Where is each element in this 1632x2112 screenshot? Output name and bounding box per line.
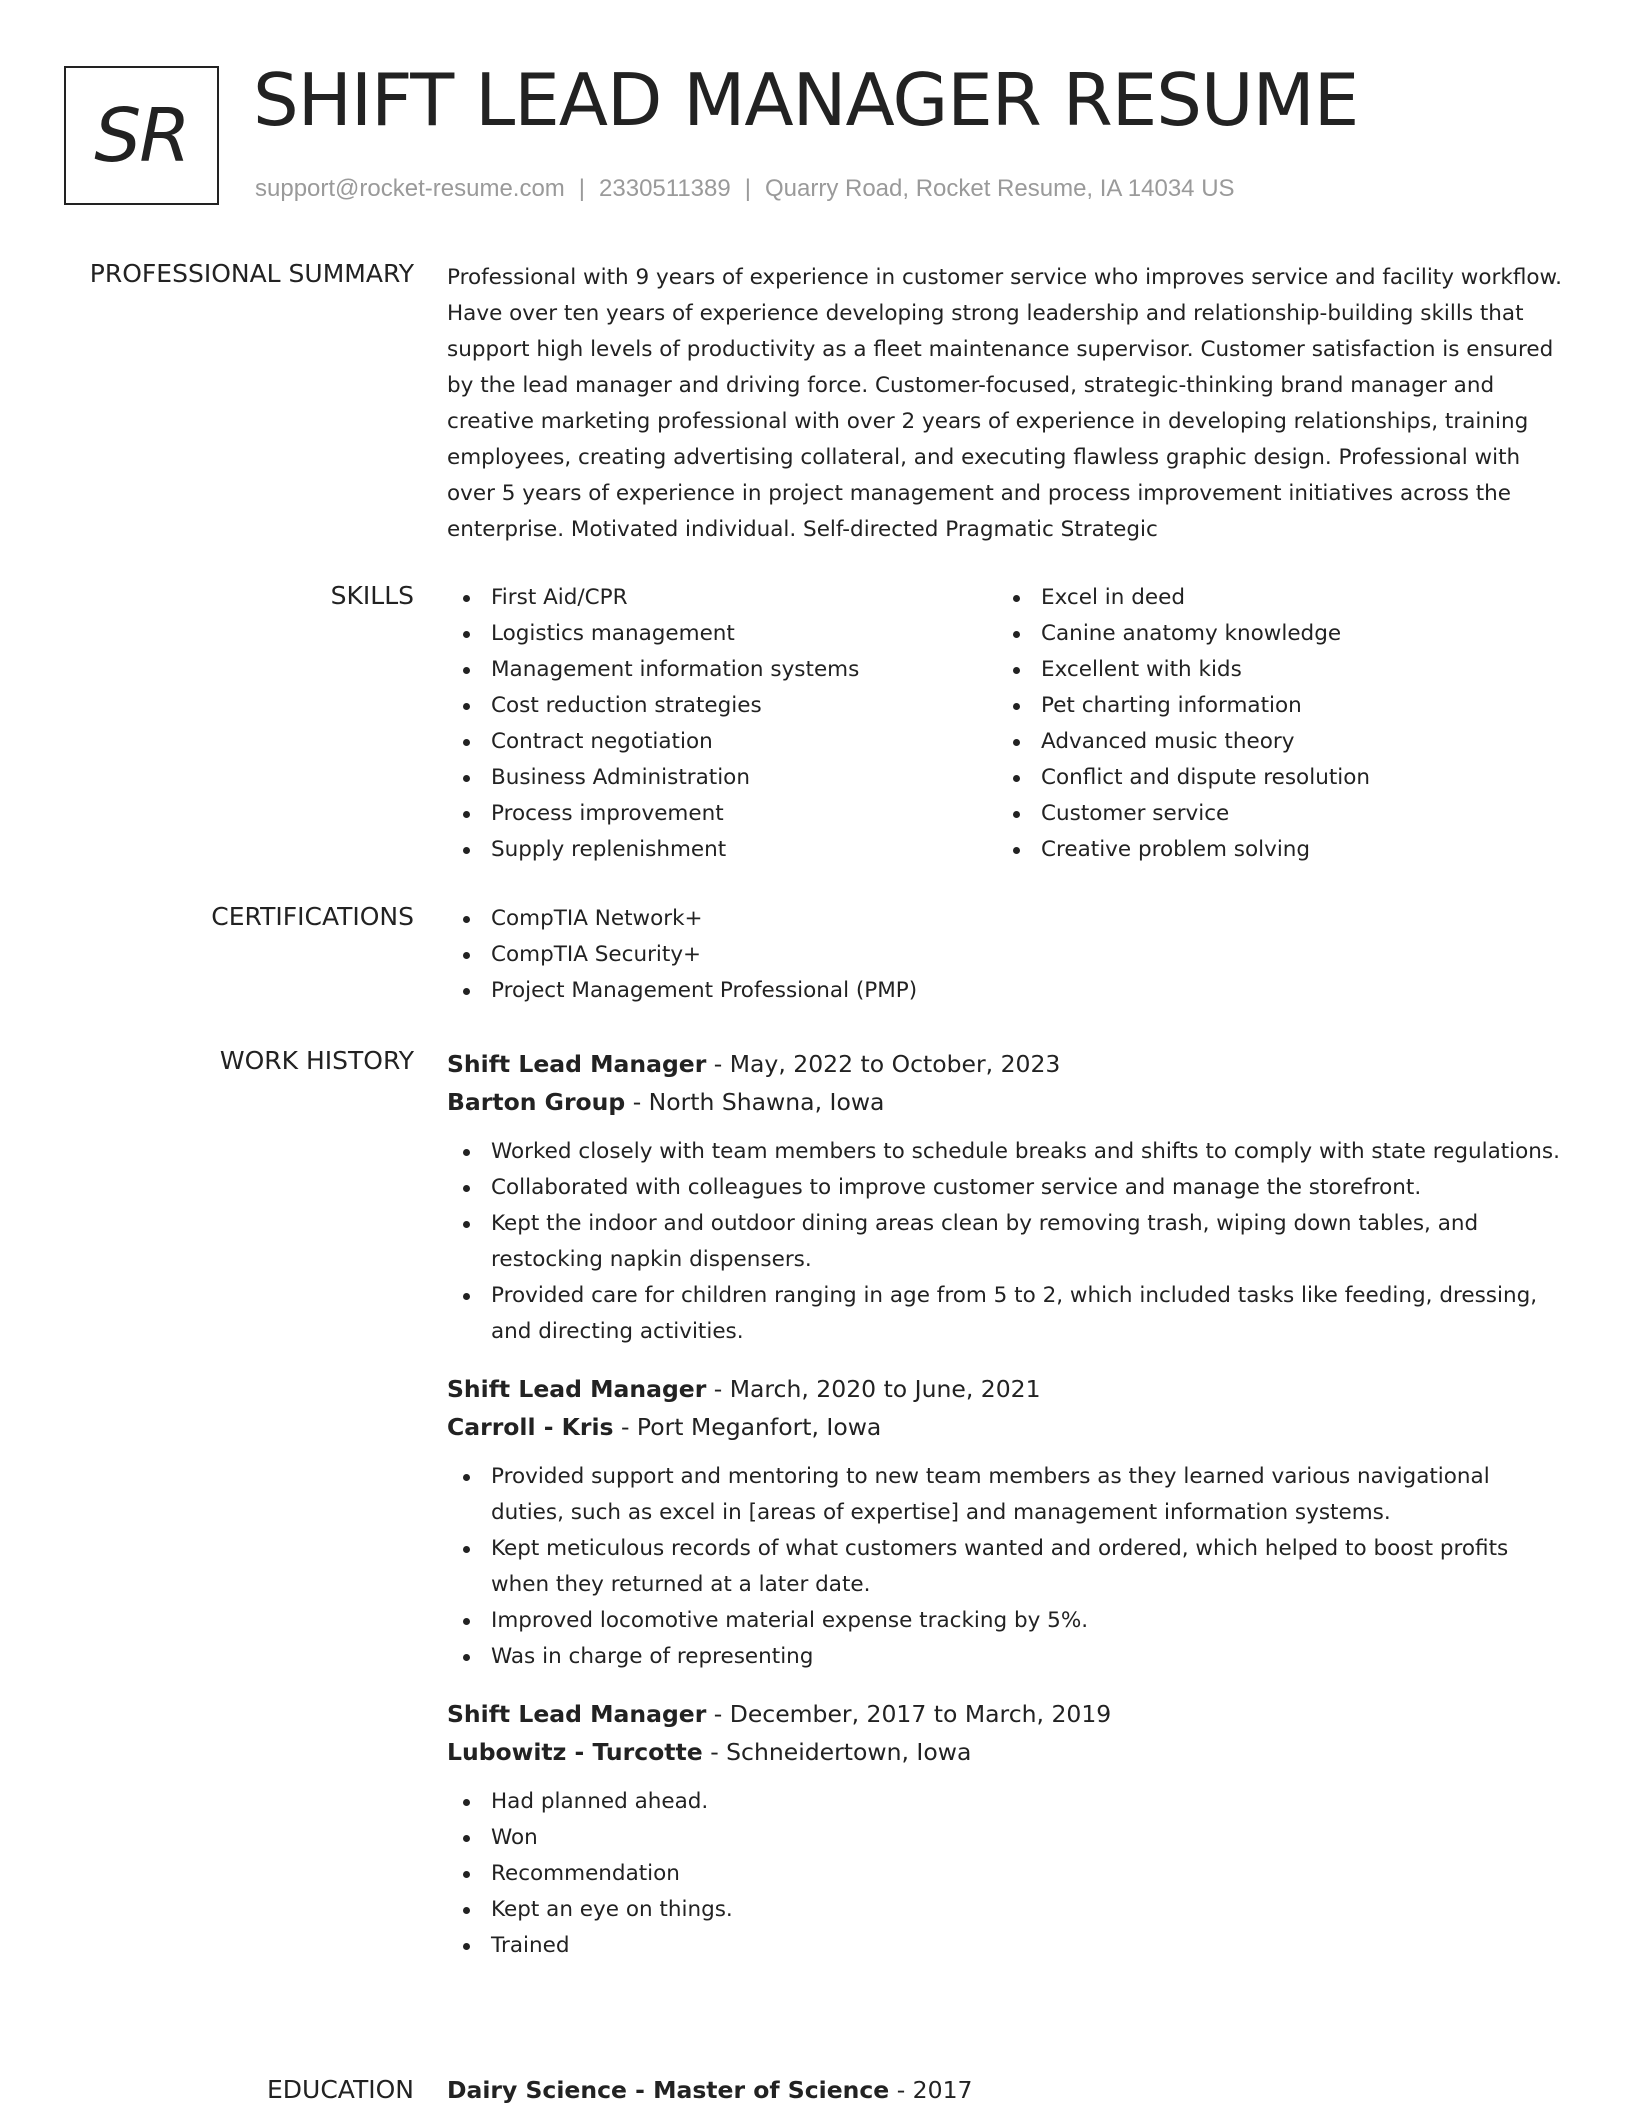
job-bullet: Won <box>447 1820 1562 1856</box>
job-company-line <box>447 1733 1562 1771</box>
summary-text: Professional with 9 years of experience in customer service who improves service and facility workflow. Have over ten years of experience developing strong leadership and relationship-building skills that support high levels of productivity as a fleet maintenance supervisor. Customer satisfaction is ensured by the lead manager and driving force. Customer-focused, strategic-thinking brand manager and creative marketing professional with over 2 years of experience in developing relationships, training employees, creating advertising collateral, and executing flawless graphic design. Professional with over 5 years of experience in project management and process improvement initiatives across the enterprise. Motivated individual. Self-directed Pragmatic Strategic <box>447 265 1562 542</box>
skills-list-left <box>447 580 997 868</box>
certifications-list <box>447 901 1562 1009</box>
skill-item: Customer service <box>997 796 1547 832</box>
skill-item: Contract negotiation <box>447 724 997 760</box>
job-company: Carroll - Kris <box>447 1413 614 1441</box>
skill-item: Advanced music theory <box>997 724 1547 760</box>
job-title: Shift Lead Manager <box>447 1050 707 1078</box>
job-dates: - December, 2017 to March, 2019 <box>706 1700 1112 1728</box>
job-company: Lubowitz - Turcotte <box>447 1738 703 1766</box>
job-bullet: Trained <box>447 1928 1562 1964</box>
section-label-summary: PROFESSIONAL SUMMARY <box>89 259 414 288</box>
contact-line <box>255 174 1235 204</box>
job-location: - Port Meganfort, Iowa <box>613 1413 882 1441</box>
skill-item: Supply replenishment <box>447 832 997 868</box>
job-title-line <box>447 1045 1562 1083</box>
contact-phone[interactable]: 2330511389 <box>599 175 731 202</box>
skill-item: Creative problem solving <box>997 832 1547 868</box>
job-bullet: Worked closely with team members to schedule breaks and shifts to comply with state regulations. <box>447 1134 1562 1170</box>
job-bullets <box>447 1134 1562 1350</box>
job-company: Barton Group <box>447 1088 626 1116</box>
job-title-line <box>447 1370 1562 1408</box>
job-location: - Schneidertown, Iowa <box>702 1738 972 1766</box>
job-location: - North Shawna, Iowa <box>625 1088 885 1116</box>
job-bullet: Improved locomotive material expense tracking by 5%. <box>447 1603 1562 1639</box>
skill-item: Excel in deed <box>997 580 1547 616</box>
skill-item: Cost reduction strategies <box>447 688 997 724</box>
certification-item: CompTIA Network+ <box>447 901 1562 937</box>
job-entry <box>447 1695 1562 1964</box>
contact-address: Quarry Road, Rocket Resume, IA 14034 US <box>764 175 1235 202</box>
job-title: Shift Lead Manager <box>447 1375 707 1403</box>
monogram-initials: SR <box>94 92 189 179</box>
skill-item: Process improvement <box>447 796 997 832</box>
section-label-education: EDUCATION <box>267 2075 414 2104</box>
certification-item: Project Management Professional (PMP) <box>447 973 1562 1009</box>
skill-item: Canine anatomy knowledge <box>997 616 1547 652</box>
job-bullets <box>447 1784 1562 1964</box>
job-title-line <box>447 1695 1562 1733</box>
job-bullet: Provided care for children ranging in age from 5 to 2, which included tasks like feeding, dressing, and directing activities. <box>447 1278 1562 1350</box>
monogram-logo <box>64 66 219 205</box>
skill-item: Pet charting information <box>997 688 1547 724</box>
section-label-certifications: CERTIFICATIONS <box>211 902 414 931</box>
skill-item: Excellent with kids <box>997 652 1547 688</box>
job-bullet: Kept the indoor and outdoor dining areas clean by removing trash, wiping down tables, and restocking napkin dispensers. <box>447 1206 1562 1278</box>
job-bullet: Had planned ahead. <box>447 1784 1562 1820</box>
job-company-line <box>447 1083 1562 1121</box>
job-bullet: Was in charge of representing <box>447 1639 1562 1675</box>
contact-email[interactable]: support@rocket-resume.com <box>255 175 565 202</box>
skill-item: First Aid/CPR <box>447 580 997 616</box>
job-bullets <box>447 1459 1562 1675</box>
skill-item: Logistics management <box>447 616 997 652</box>
job-bullet: Collaborated with colleagues to improve customer service and manage the storefront. <box>447 1170 1562 1206</box>
section-label-work-history: WORK HISTORY <box>219 1046 414 1075</box>
job-dates: - May, 2022 to October, 2023 <box>706 1050 1061 1078</box>
job-bullet: Provided support and mentoring to new team members as they learned various navigational duties, such as excel in [areas of expertise] and management information systems. <box>447 1459 1562 1531</box>
certification-item: CompTIA Security+ <box>447 937 1562 973</box>
job-title: Shift Lead Manager <box>447 1700 707 1728</box>
contact-separator: | <box>578 175 586 202</box>
skill-item: Management information systems <box>447 652 997 688</box>
education-degree: Dairy Science - Master of Science <box>447 2076 890 2104</box>
job-entry <box>447 1370 1562 1675</box>
education-year: - 2017 <box>889 2076 973 2104</box>
education-line <box>447 2071 1562 2109</box>
job-entry <box>447 1045 1562 1350</box>
job-bullet: Kept an eye on things. <box>447 1892 1562 1928</box>
job-bullet: Recommendation <box>447 1856 1562 1892</box>
resume-title: SHIFT LEAD MANAGER RESUME <box>253 58 1359 142</box>
skill-item: Conflict and dispute resolution <box>997 760 1547 796</box>
skills-list-right <box>997 580 1547 868</box>
job-dates: - March, 2020 to June, 2021 <box>706 1375 1041 1403</box>
job-bullet: Kept meticulous records of what customers wanted and ordered, which helped to boost profits when they returned at a later date. <box>447 1531 1562 1603</box>
section-label-skills: SKILLS <box>330 581 414 610</box>
skill-item: Business Administration <box>447 760 997 796</box>
job-company-line <box>447 1408 1562 1446</box>
contact-separator: | <box>744 175 751 202</box>
